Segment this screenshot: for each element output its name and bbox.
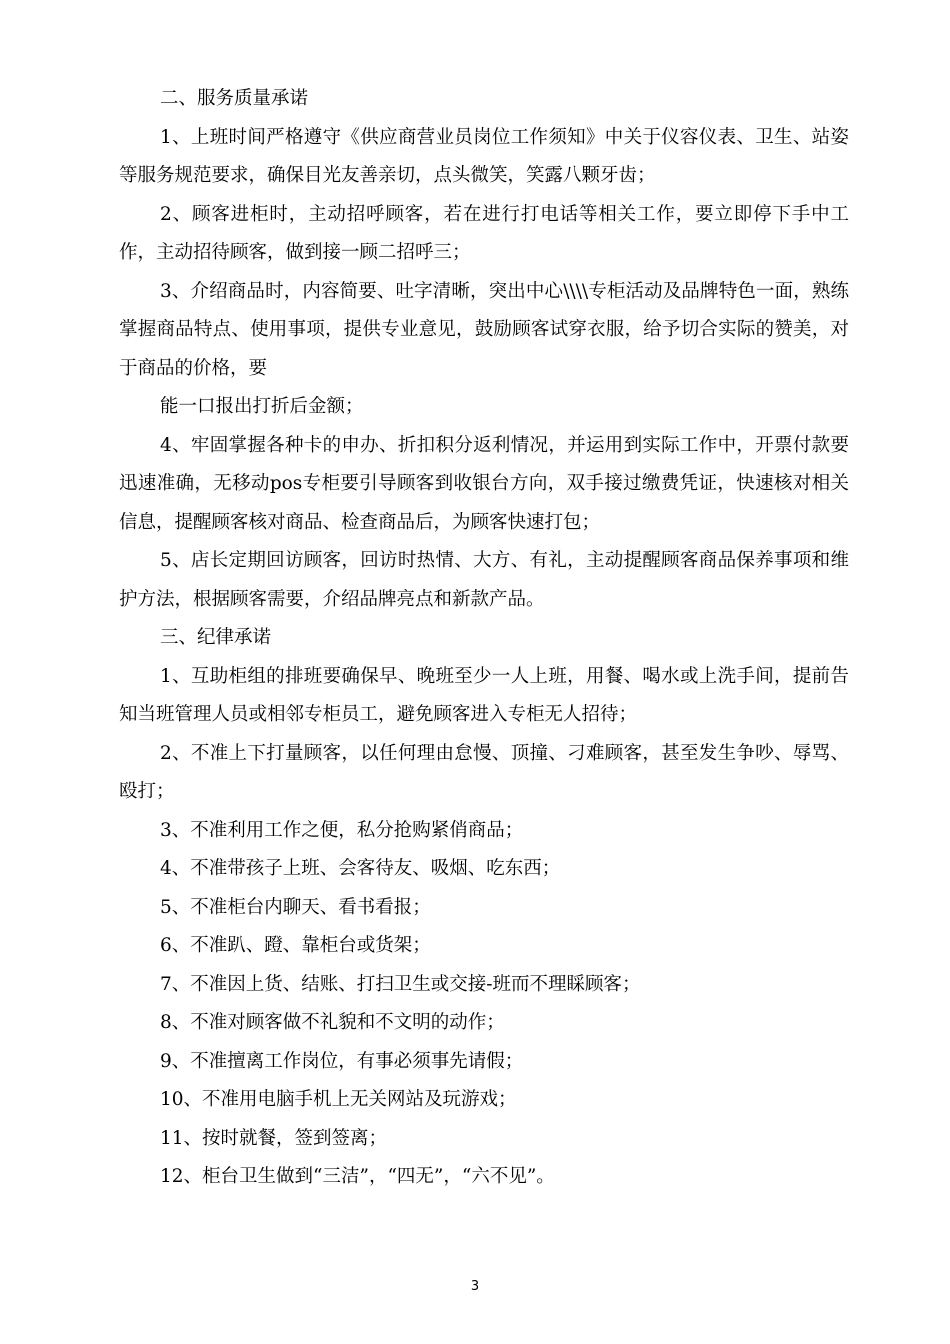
paragraph: 4、牢固掌握各种卡的申办、折扣积分返利情况，并运用到实际工作中，开票付款要迅速准确，无移动pos专柜要引导顾客到收银台方向，双手接过缴费凭证，快速核对相关信息，提醒顾客核对商品、检查商品后，为顾客快速打包； — [119, 434, 849, 533]
paragraph: 1、互助柜组的排班要确保早、晚班至少一人上班，用餐、喝水或上洗手间，提前告知当班管理人员或相邻专柜员工，避免顾客进入专柜无人招待； — [119, 665, 849, 725]
paragraph: 5、不准柜台内聊天、看书看报； — [160, 896, 431, 918]
paragraph: 2、顾客进柜时，主动招呼顾客，若在进行打电话等相关工作，要立即停下手中工作，主动招待顾客，做到接一顾二招呼三； — [119, 203, 849, 263]
paragraph: 10、不准用电脑手机上无关网站及玩游戏； — [160, 1089, 517, 1110]
paragraph: 9、不准擅离工作岗位，有事必须事先请假； — [160, 1050, 524, 1072]
paragraph: 11、按时就餐，签到签离； — [160, 1127, 388, 1149]
document-body — [119, 80, 849, 1197]
section-heading-discipline: 三、纪律承诺 — [160, 627, 272, 648]
paragraph: 12、柜台卫生做到“三洁”，“四无”，“六不见”。 — [160, 1166, 555, 1187]
paragraph: 8、不准对顾客做不礼貌和不文明的动作； — [160, 1012, 505, 1033]
paragraph: 能一口报出打折后金额； — [160, 396, 364, 417]
paragraph: 7、不准因上货、结账、打扫卫生或交接-班而不理睬顾客； — [160, 973, 641, 995]
paragraph: 6、不准趴、蹬、靠柜台或货架； — [160, 935, 431, 956]
section-heading-service-quality: 二、服务质量承诺 — [160, 88, 309, 109]
page-number: 3 — [470, 1279, 480, 1294]
paragraph: 5、店长定期回访顾客，回访时热情、大方、有礼，主动提醒顾客商品保养事项和维护方法，根据顾客需要，介绍品牌亮点和新款产品。 — [119, 550, 849, 610]
paragraph: 2、不准上下打量顾客，以任何理由怠慢、顶撞、刁难顾客，甚至发生争吵、辱骂、殴打； — [119, 742, 849, 802]
paragraph: 4、不准带孩子上班、会客待友、吸烟、吃东西； — [160, 858, 561, 879]
paragraph: 1、上班时间严格遵守《供应商营业员岗位工作须知》中关于仪容仪表、卫生、站姿等服务规范要求，确保目光友善亲切，点头微笑，笑露八颗牙齿； — [119, 126, 849, 186]
paragraph: 3、介绍商品时，内容简要、吐字清晰，突出中心\\\\专柜活动及品牌特色一面，熟练掌握商品特点、使用事项，提供专业意见，鼓励顾客试穿衣服，给予切合实际的赞美，对于商品的价格，要 — [119, 280, 849, 379]
paragraph: 3、不准利用工作之便，私分抢购紧俏商品； — [160, 819, 524, 841]
